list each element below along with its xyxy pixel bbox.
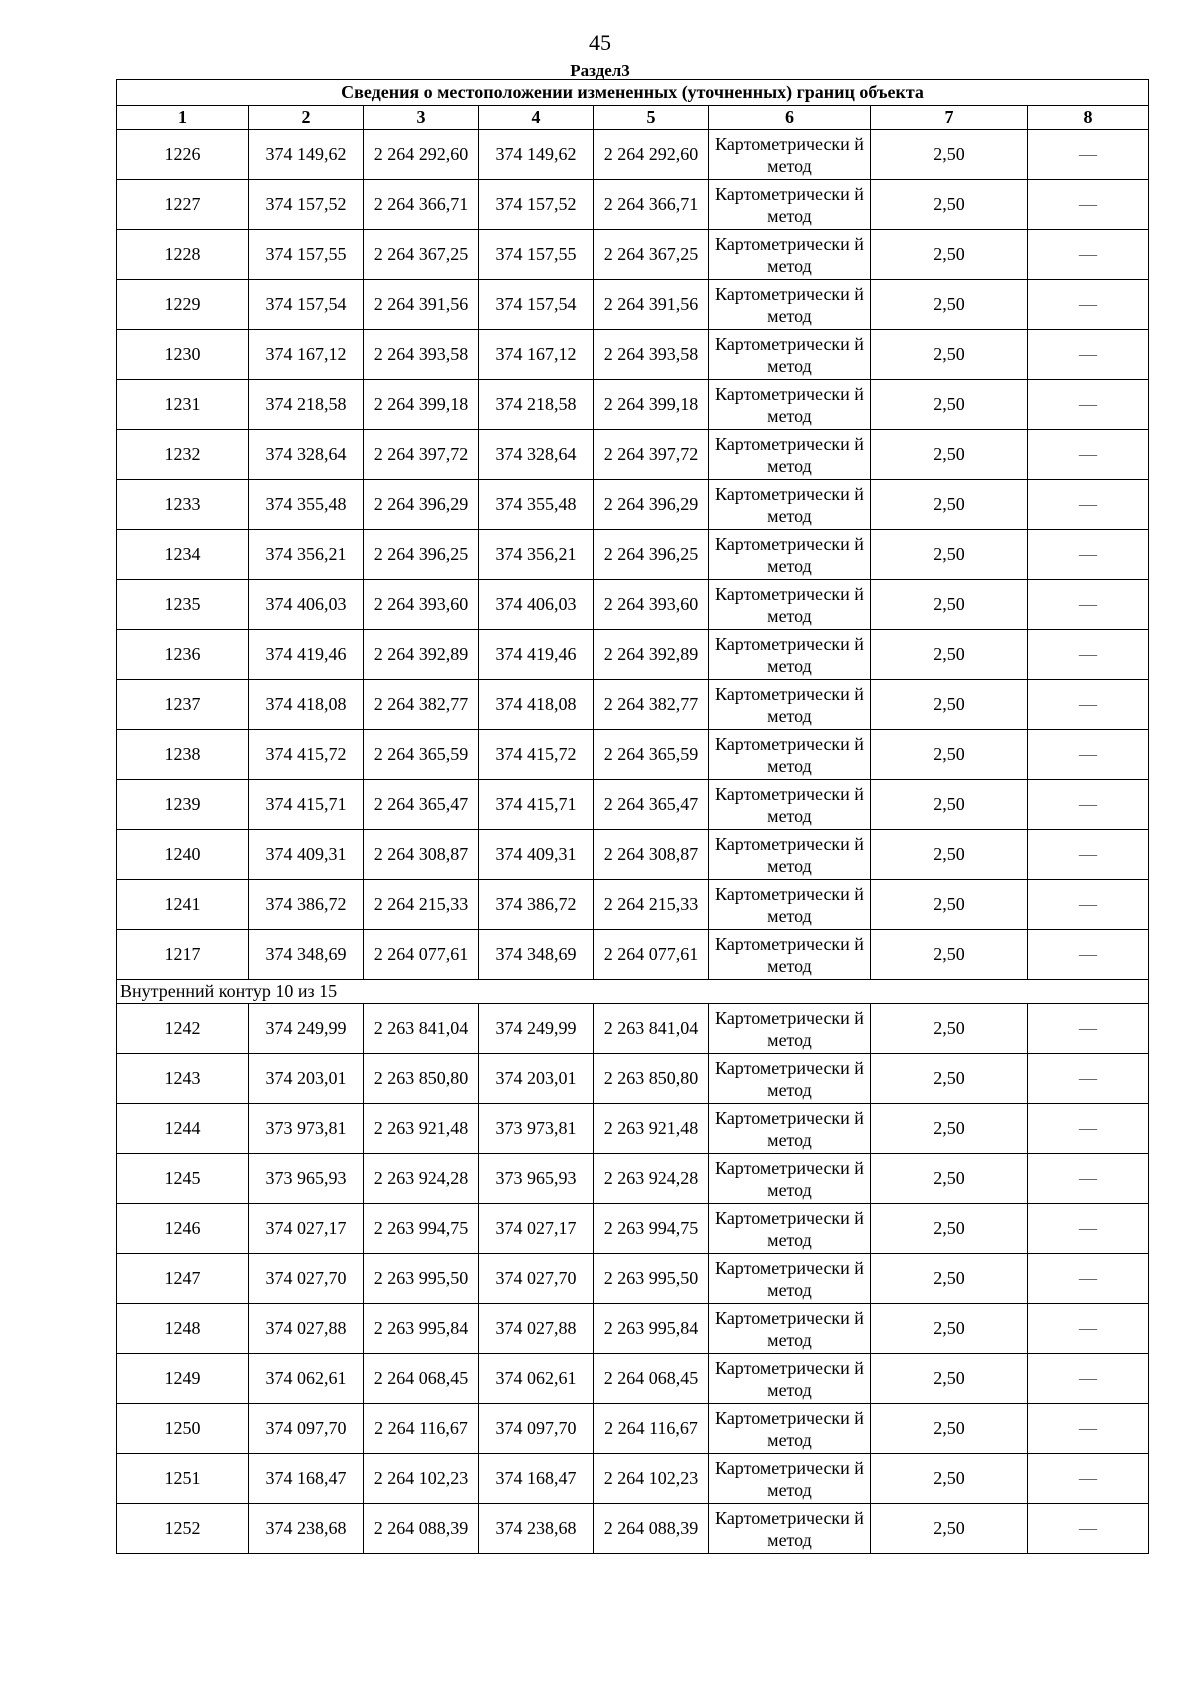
x-old-cell: 374 356,21 [249, 530, 364, 580]
accuracy-cell: 2,50 [871, 680, 1028, 730]
point-number-cell: 1252 [117, 1504, 249, 1554]
point-number-cell: 1249 [117, 1354, 249, 1404]
x-old-cell: 374 027,17 [249, 1204, 364, 1254]
page-number: 45 [589, 30, 611, 55]
x-new-cell: 374 356,21 [479, 530, 594, 580]
method-cell: Картометрически й метод [709, 480, 871, 530]
point-number-cell: 1238 [117, 730, 249, 780]
method-cell: Картометрически й метод [709, 1204, 871, 1254]
description-cell: — [1028, 930, 1149, 980]
y-new-cell: 2 264 365,59 [594, 730, 709, 780]
point-number-cell: 1226 [117, 130, 249, 180]
accuracy-cell: 2,50 [871, 730, 1028, 780]
column-number-row [117, 106, 1149, 130]
x-old-cell: 374 027,88 [249, 1304, 364, 1354]
y-old-cell: 2 264 365,59 [364, 730, 479, 780]
point-number-cell: 1241 [117, 880, 249, 930]
method-cell: Картометрически й метод [709, 1054, 871, 1104]
column-number: 4 [479, 106, 594, 130]
accuracy-cell: 2,50 [871, 1004, 1028, 1054]
y-old-cell: 2 264 365,47 [364, 780, 479, 830]
y-new-cell: 2 264 366,71 [594, 180, 709, 230]
description-cell: — [1028, 1504, 1149, 1554]
x-new-cell: 374 355,48 [479, 480, 594, 530]
x-new-cell: 374 157,52 [479, 180, 594, 230]
y-new-cell: 2 264 102,23 [594, 1454, 709, 1504]
description-cell: — [1028, 1454, 1149, 1504]
column-number: 3 [364, 106, 479, 130]
x-new-cell: 374 386,72 [479, 880, 594, 930]
y-old-cell: 2 264 392,89 [364, 630, 479, 680]
point-number-cell: 1243 [117, 1054, 249, 1104]
description-cell: — [1028, 880, 1149, 930]
x-new-cell: 374 062,61 [479, 1354, 594, 1404]
x-old-cell: 374 418,08 [249, 680, 364, 730]
point-number-cell: 1246 [117, 1204, 249, 1254]
y-old-cell: 2 264 399,18 [364, 380, 479, 430]
x-new-cell: 374 027,88 [479, 1304, 594, 1354]
table-row [117, 1354, 1149, 1404]
accuracy-cell: 2,50 [871, 130, 1028, 180]
table-row [117, 880, 1149, 930]
x-new-cell: 374 418,08 [479, 680, 594, 730]
table-body-part1 [117, 130, 1149, 980]
table-row [117, 130, 1149, 180]
point-number-cell: 1235 [117, 580, 249, 630]
column-number: 6 [709, 106, 871, 130]
x-old-cell: 374 097,70 [249, 1404, 364, 1454]
method-cell: Картометрически й метод [709, 330, 871, 380]
point-number-cell: 1239 [117, 780, 249, 830]
point-number-cell: 1234 [117, 530, 249, 580]
x-new-cell: 374 097,70 [479, 1404, 594, 1454]
section-title: Раздел3 [570, 61, 630, 80]
y-old-cell: 2 264 396,25 [364, 530, 479, 580]
x-new-cell: 374 157,54 [479, 280, 594, 330]
boundary-table [116, 79, 1149, 1554]
method-cell: Картометрически й метод [709, 1304, 871, 1354]
method-cell: Картометрически й метод [709, 380, 871, 430]
x-new-cell: 374 415,72 [479, 730, 594, 780]
x-new-cell: 374 419,46 [479, 630, 594, 680]
x-new-cell: 374 027,70 [479, 1254, 594, 1304]
y-old-cell: 2 263 995,50 [364, 1254, 479, 1304]
y-new-cell: 2 263 850,80 [594, 1054, 709, 1104]
y-old-cell: 2 264 396,29 [364, 480, 479, 530]
x-old-cell: 374 168,47 [249, 1454, 364, 1504]
x-new-cell: 374 415,71 [479, 780, 594, 830]
contour-section [117, 980, 1149, 1004]
x-old-cell: 374 149,62 [249, 130, 364, 180]
accuracy-cell: 2,50 [871, 580, 1028, 630]
x-new-cell: 374 406,03 [479, 580, 594, 630]
description-cell: — [1028, 480, 1149, 530]
x-old-cell: 374 355,48 [249, 480, 364, 530]
accuracy-cell: 2,50 [871, 380, 1028, 430]
x-old-cell: 374 157,54 [249, 280, 364, 330]
y-old-cell: 2 264 308,87 [364, 830, 479, 880]
point-number-cell: 1251 [117, 1454, 249, 1504]
method-cell: Картометрически й метод [709, 930, 871, 980]
y-new-cell: 2 264 088,39 [594, 1504, 709, 1554]
y-new-cell: 2 264 068,45 [594, 1354, 709, 1404]
column-number: 7 [871, 106, 1028, 130]
column-number: 1 [117, 106, 249, 130]
point-number-cell: 1231 [117, 380, 249, 430]
x-old-cell: 374 348,69 [249, 930, 364, 980]
method-cell: Картометрически й метод [709, 1404, 871, 1454]
y-new-cell: 2 263 995,50 [594, 1254, 709, 1304]
table-row [117, 280, 1149, 330]
y-old-cell: 2 264 116,67 [364, 1404, 479, 1454]
x-old-cell: 374 409,31 [249, 830, 364, 880]
x-old-cell: 374 249,99 [249, 1004, 364, 1054]
accuracy-cell: 2,50 [871, 230, 1028, 280]
table-row [117, 480, 1149, 530]
accuracy-cell: 2,50 [871, 530, 1028, 580]
table-row [117, 180, 1149, 230]
x-old-cell: 374 238,68 [249, 1504, 364, 1554]
table-row [117, 780, 1149, 830]
y-new-cell: 2 264 367,25 [594, 230, 709, 280]
method-cell: Картометрически й метод [709, 130, 871, 180]
x-old-cell: 374 167,12 [249, 330, 364, 380]
x-new-cell: 374 027,17 [479, 1204, 594, 1254]
point-number-cell: 1236 [117, 630, 249, 680]
y-new-cell: 2 263 995,84 [594, 1304, 709, 1354]
description-cell: — [1028, 830, 1149, 880]
x-new-cell: 374 157,55 [479, 230, 594, 280]
y-old-cell: 2 263 841,04 [364, 1004, 479, 1054]
x-old-cell: 373 973,81 [249, 1104, 364, 1154]
accuracy-cell: 2,50 [871, 180, 1028, 230]
method-cell: Картометрически й метод [709, 1104, 871, 1154]
accuracy-cell: 2,50 [871, 1104, 1028, 1154]
description-cell: — [1028, 730, 1149, 780]
table-row [117, 630, 1149, 680]
x-new-cell: 374 203,01 [479, 1054, 594, 1104]
accuracy-cell: 2,50 [871, 1254, 1028, 1304]
table-row [117, 330, 1149, 380]
point-number-cell: 1244 [117, 1104, 249, 1154]
x-old-cell: 374 419,46 [249, 630, 364, 680]
y-new-cell: 2 264 397,72 [594, 430, 709, 480]
point-number-cell: 1228 [117, 230, 249, 280]
x-new-cell: 374 218,58 [479, 380, 594, 430]
accuracy-cell: 2,50 [871, 480, 1028, 530]
x-old-cell: 374 062,61 [249, 1354, 364, 1404]
table-row [117, 1104, 1149, 1154]
table-row [117, 730, 1149, 780]
contour-label: Внутренний контур 10 из 15 [117, 980, 1149, 1004]
description-cell: — [1028, 780, 1149, 830]
description-cell: — [1028, 1304, 1149, 1354]
table-row [117, 1204, 1149, 1254]
description-cell: — [1028, 530, 1149, 580]
accuracy-cell: 2,50 [871, 280, 1028, 330]
y-old-cell: 2 264 367,25 [364, 230, 479, 280]
table-row [117, 1454, 1149, 1504]
y-old-cell: 2 264 382,77 [364, 680, 479, 730]
table-row [117, 530, 1149, 580]
y-new-cell: 2 263 921,48 [594, 1104, 709, 1154]
x-new-cell: 374 409,31 [479, 830, 594, 880]
point-number-cell: 1240 [117, 830, 249, 880]
x-old-cell: 374 415,71 [249, 780, 364, 830]
table-row [117, 430, 1149, 480]
table-row [117, 830, 1149, 880]
x-new-cell: 373 965,93 [479, 1154, 594, 1204]
table-row [117, 1304, 1149, 1354]
x-old-cell: 374 157,55 [249, 230, 364, 280]
table-body-part2 [117, 1004, 1149, 1554]
x-new-cell: 374 328,64 [479, 430, 594, 480]
y-new-cell: 2 264 393,60 [594, 580, 709, 630]
x-new-cell: 374 348,69 [479, 930, 594, 980]
point-number-cell: 1250 [117, 1404, 249, 1454]
description-cell: — [1028, 180, 1149, 230]
point-number-cell: 1232 [117, 430, 249, 480]
table-row [117, 1504, 1149, 1554]
method-cell: Картометрически й метод [709, 1504, 871, 1554]
y-new-cell: 2 263 841,04 [594, 1004, 709, 1054]
method-cell: Картометрически й метод [709, 830, 871, 880]
method-cell: Картометрически й метод [709, 1354, 871, 1404]
column-number: 5 [594, 106, 709, 130]
method-cell: Картометрически й метод [709, 880, 871, 930]
y-old-cell: 2 264 077,61 [364, 930, 479, 980]
table-row [117, 930, 1149, 980]
description-cell: — [1028, 330, 1149, 380]
y-new-cell: 2 264 382,77 [594, 680, 709, 730]
method-cell: Картометрически й метод [709, 1004, 871, 1054]
y-old-cell: 2 263 921,48 [364, 1104, 479, 1154]
method-cell: Картометрически й метод [709, 1254, 871, 1304]
y-old-cell: 2 263 850,80 [364, 1054, 479, 1104]
y-new-cell: 2 264 391,56 [594, 280, 709, 330]
y-old-cell: 2 264 102,23 [364, 1454, 479, 1504]
y-new-cell: 2 263 924,28 [594, 1154, 709, 1204]
accuracy-cell: 2,50 [871, 1304, 1028, 1354]
y-new-cell: 2 264 396,25 [594, 530, 709, 580]
description-cell: — [1028, 1204, 1149, 1254]
table-caption: Сведения о местоположении измененных (уточненных) границ объекта [117, 80, 1149, 106]
description-cell: — [1028, 1254, 1149, 1304]
description-cell: — [1028, 230, 1149, 280]
description-cell: — [1028, 680, 1149, 730]
table-row [117, 230, 1149, 280]
accuracy-cell: 2,50 [871, 1204, 1028, 1254]
method-cell: Картометрически й метод [709, 630, 871, 680]
x-new-cell: 373 973,81 [479, 1104, 594, 1154]
method-cell: Картометрически й метод [709, 730, 871, 780]
y-new-cell: 2 264 116,67 [594, 1404, 709, 1454]
y-new-cell: 2 264 393,58 [594, 330, 709, 380]
accuracy-cell: 2,50 [871, 430, 1028, 480]
accuracy-cell: 2,50 [871, 1354, 1028, 1404]
y-old-cell: 2 264 393,60 [364, 580, 479, 630]
point-number-cell: 1245 [117, 1154, 249, 1204]
accuracy-cell: 2,50 [871, 880, 1028, 930]
y-old-cell: 2 264 215,33 [364, 880, 479, 930]
description-cell: — [1028, 430, 1149, 480]
column-number: 2 [249, 106, 364, 130]
y-new-cell: 2 264 396,29 [594, 480, 709, 530]
accuracy-cell: 2,50 [871, 1154, 1028, 1204]
method-cell: Картометрически й метод [709, 680, 871, 730]
method-cell: Картометрически й метод [709, 180, 871, 230]
y-old-cell: 2 264 068,45 [364, 1354, 479, 1404]
y-new-cell: 2 264 399,18 [594, 380, 709, 430]
description-cell: — [1028, 1004, 1149, 1054]
y-old-cell: 2 264 292,60 [364, 130, 479, 180]
accuracy-cell: 2,50 [871, 330, 1028, 380]
column-number: 8 [1028, 106, 1149, 130]
x-new-cell: 374 167,12 [479, 330, 594, 380]
point-number-cell: 1227 [117, 180, 249, 230]
y-new-cell: 2 263 994,75 [594, 1204, 709, 1254]
y-new-cell: 2 264 077,61 [594, 930, 709, 980]
x-old-cell: 374 328,64 [249, 430, 364, 480]
y-new-cell: 2 264 365,47 [594, 780, 709, 830]
table-row [117, 580, 1149, 630]
table-row [117, 1404, 1149, 1454]
description-cell: — [1028, 1154, 1149, 1204]
point-number-cell: 1217 [117, 930, 249, 980]
x-old-cell: 374 218,58 [249, 380, 364, 430]
point-number-cell: 1230 [117, 330, 249, 380]
description-cell: — [1028, 280, 1149, 330]
x-new-cell: 374 249,99 [479, 1004, 594, 1054]
description-cell: — [1028, 380, 1149, 430]
table-row [117, 680, 1149, 730]
point-number-cell: 1242 [117, 1004, 249, 1054]
y-new-cell: 2 264 308,87 [594, 830, 709, 880]
y-old-cell: 2 264 366,71 [364, 180, 479, 230]
accuracy-cell: 2,50 [871, 1404, 1028, 1454]
description-cell: — [1028, 630, 1149, 680]
method-cell: Картометрически й метод [709, 530, 871, 580]
y-old-cell: 2 264 397,72 [364, 430, 479, 480]
y-new-cell: 2 264 392,89 [594, 630, 709, 680]
accuracy-cell: 2,50 [871, 930, 1028, 980]
description-cell: — [1028, 130, 1149, 180]
description-cell: — [1028, 1404, 1149, 1454]
point-number-cell: 1248 [117, 1304, 249, 1354]
method-cell: Картометрически й метод [709, 430, 871, 480]
table-row [117, 1004, 1149, 1054]
x-old-cell: 374 027,70 [249, 1254, 364, 1304]
y-old-cell: 2 263 994,75 [364, 1204, 479, 1254]
method-cell: Картометрически й метод [709, 1454, 871, 1504]
point-number-cell: 1237 [117, 680, 249, 730]
y-old-cell: 2 264 393,58 [364, 330, 479, 380]
method-cell: Картометрически й метод [709, 580, 871, 630]
method-cell: Картометрически й метод [709, 780, 871, 830]
method-cell: Картометрически й метод [709, 1154, 871, 1204]
method-cell: Картометрически й метод [709, 280, 871, 330]
table-row [117, 1154, 1149, 1204]
x-new-cell: 374 149,62 [479, 130, 594, 180]
x-old-cell: 374 157,52 [249, 180, 364, 230]
accuracy-cell: 2,50 [871, 830, 1028, 880]
accuracy-cell: 2,50 [871, 630, 1028, 680]
y-old-cell: 2 264 088,39 [364, 1504, 479, 1554]
x-old-cell: 374 386,72 [249, 880, 364, 930]
table-row [117, 1254, 1149, 1304]
description-cell: — [1028, 580, 1149, 630]
description-cell: — [1028, 1104, 1149, 1154]
x-new-cell: 374 238,68 [479, 1504, 594, 1554]
description-cell: — [1028, 1054, 1149, 1104]
accuracy-cell: 2,50 [871, 1054, 1028, 1104]
x-new-cell: 374 168,47 [479, 1454, 594, 1504]
point-number-cell: 1247 [117, 1254, 249, 1304]
point-number-cell: 1233 [117, 480, 249, 530]
x-old-cell: 374 203,01 [249, 1054, 364, 1104]
description-cell: — [1028, 1354, 1149, 1404]
x-old-cell: 374 406,03 [249, 580, 364, 630]
y-old-cell: 2 263 924,28 [364, 1154, 479, 1204]
table-row [117, 380, 1149, 430]
y-new-cell: 2 264 215,33 [594, 880, 709, 930]
x-old-cell: 373 965,93 [249, 1154, 364, 1204]
accuracy-cell: 2,50 [871, 1504, 1028, 1554]
point-number-cell: 1229 [117, 280, 249, 330]
y-old-cell: 2 263 995,84 [364, 1304, 479, 1354]
method-cell: Картометрически й метод [709, 230, 871, 280]
y-old-cell: 2 264 391,56 [364, 280, 479, 330]
accuracy-cell: 2,50 [871, 1454, 1028, 1504]
accuracy-cell: 2,50 [871, 780, 1028, 830]
x-old-cell: 374 415,72 [249, 730, 364, 780]
y-new-cell: 2 264 292,60 [594, 130, 709, 180]
table-row [117, 1054, 1149, 1104]
